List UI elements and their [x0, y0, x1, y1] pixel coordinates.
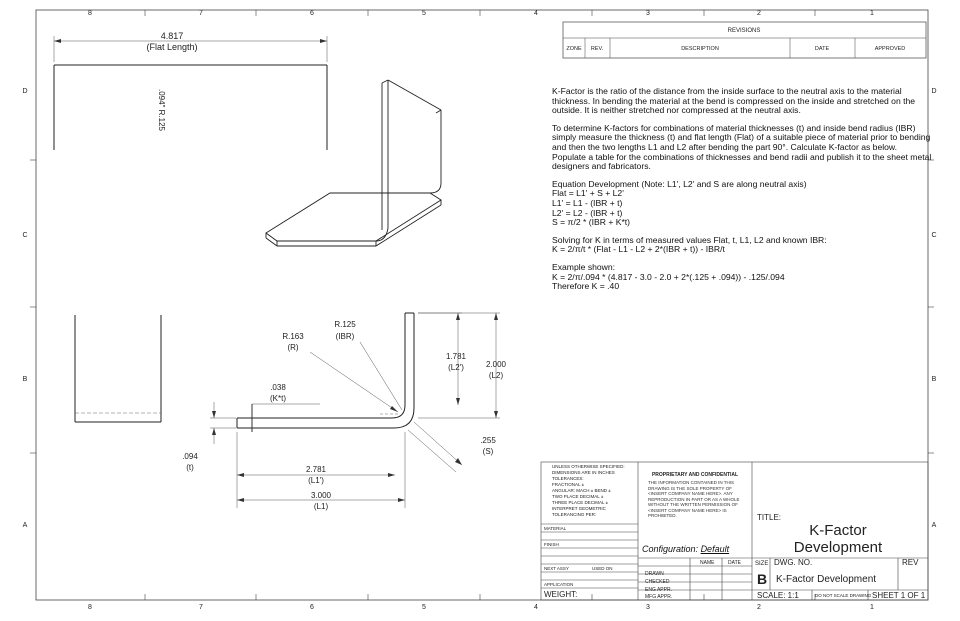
col-label-3: 3 — [646, 10, 650, 17]
drawing-title-line1: K-Factor — [809, 522, 867, 539]
t-dim: .094 — [182, 452, 198, 461]
row-label-c-right: C — [931, 232, 937, 239]
next-assy-label: NEXT ASSY — [544, 566, 569, 571]
tol-line-7: THREE PLACE DECIMAL ± — [552, 500, 609, 505]
col-label-1: 1 — [870, 10, 874, 17]
l1-inner-label: (L1') — [308, 476, 324, 485]
s-dim: .255 — [480, 436, 496, 445]
configuration-field — [642, 544, 729, 554]
do-not-scale-label: DO NOT SCALE DRAWING — [815, 593, 872, 598]
used-on-label: USED ON — [592, 566, 613, 571]
rev-header-description: DESCRIPTION — [681, 46, 719, 52]
proprietary-text: THE INFORMATION CONTAINED IN THIS DRAWING IS THE SOLE PROPERTY OF <INSERT COMPANY NAME HERE>. ANY REPRODUCTION IN PART OR AS A WHOLE WITHOUT THE WRITTEN PERMISSION OF <INSERT COMPANY NAME HERE> IS PROHIBITED. — [648, 480, 740, 518]
rev-label: REV — [902, 558, 919, 567]
row-label-a: A — [22, 522, 28, 529]
row-label-b-right: B — [931, 376, 937, 383]
note-solving-for-k: Solving for K in terms of measured values Flat, t, L1, L2 and known IBR: K = 2/π/t * (Flat - L1 - L2 + 2*(IBR + t)) - IBR/t — [552, 234, 827, 255]
tol-line-9: TOLERANCING PER: — [552, 512, 597, 517]
note-example: Example shown: K = 2/π/.094 * (4.817 - 3.0 - 2.0 + 2*(.125 + .094)) - .125/.094 Therefore K = .40 — [552, 261, 785, 292]
row-label-a-right: A — [931, 522, 937, 529]
tb-title-label: TITLE: — [757, 513, 782, 522]
col-label-2-bottom: 2 — [757, 604, 761, 611]
col-label-6: 6 — [310, 10, 314, 17]
application-label: APPLICATION — [544, 582, 574, 587]
configuration-value: Default — [700, 544, 730, 554]
tb-row-mfg-appr: MFG APPR. — [645, 594, 673, 600]
configuration-label: Configuration: — [642, 544, 699, 554]
rev-header-approved: APPROVED — [874, 46, 906, 52]
rev-header-rev: REV. — [590, 46, 604, 52]
tb-name-header: NAME — [700, 560, 715, 566]
row-label-c: C — [22, 232, 28, 239]
flat-length-dim: 4.817 — [160, 31, 184, 41]
flat-pattern-view — [54, 31, 327, 150]
note-equation-development: Equation Development (Note: L1', L2' and S are along neutral axis) Flat = L1' + S + L2' L1' = L1 - (IBR + t) L2' = L2 - (IBR + t) S = π/2 * (IBR + K*t) — [552, 178, 807, 228]
tol-line-1: UNLESS OTHERWISE SPECIFIED: — [552, 464, 625, 469]
sheet-label: SHEET 1 OF 1 — [872, 591, 926, 600]
row-label-d-right: D — [931, 88, 937, 95]
r-inner-dim: R.125 — [334, 320, 356, 329]
tb-row-eng-appr: ENG APPR. — [645, 587, 672, 593]
s-label: (S) — [482, 447, 494, 456]
col-label-2: 2 — [757, 10, 761, 17]
rev-header-zone: ZONE — [566, 46, 582, 52]
col-label-5: 5 — [422, 10, 426, 17]
scale-label: SCALE: 1:1 — [757, 591, 799, 600]
col-label-8: 8 — [88, 10, 92, 17]
col-label-4: 4 — [534, 10, 538, 17]
l2-inner-label: (L2') — [448, 363, 464, 372]
col-label-1-bottom: 1 — [870, 604, 874, 611]
revisions-table — [563, 22, 926, 58]
size-label: SIZE — [755, 561, 769, 567]
note-definition: K-Factor is the ratio of the distance from the inside surface to the neutral axis to the material thickness. In bending the material at the bend is compressed on the inside and stretched on the outside. It is neither stretched nor compressed at the neutral axis. — [552, 86, 916, 116]
weight-label: WEIGHT: — [544, 590, 578, 599]
col-label-6-bottom: 6 — [310, 604, 314, 611]
t-label: (t) — [186, 463, 194, 472]
rev-header-date: DATE — [814, 46, 830, 52]
col-label-8-bottom: 8 — [88, 604, 92, 611]
col-label-4-bottom: 4 — [534, 604, 538, 611]
tb-row-drawn: DRAWN — [645, 571, 664, 577]
tol-line-6: TWO PLACE DECIMAL ± — [552, 494, 604, 499]
isometric-view — [266, 80, 441, 246]
k-factor-notes — [552, 87, 932, 300]
finish-label: FINISH — [544, 542, 559, 547]
l1-label: (L1) — [313, 502, 329, 511]
tol-line-3: TOLERANCES: — [552, 476, 584, 481]
dwg-no-value: K-Factor Development — [776, 574, 877, 585]
l2-dim: 2.000 — [485, 360, 507, 369]
r-inner-label: (IBR) — [335, 332, 355, 341]
tb-date-header: DATE — [728, 560, 741, 566]
r-outer-label: (R) — [287, 343, 299, 352]
tol-line-8: INTERPRET GEOMETRIC — [552, 506, 606, 511]
col-label-5-bottom: 5 — [422, 604, 426, 611]
thickness-radius-note: .094" R.125 — [157, 89, 166, 131]
r-outer-dim: R.163 — [282, 332, 304, 341]
l1-dim: 3.000 — [310, 491, 332, 500]
col-label-7-bottom: 7 — [199, 604, 203, 611]
proprietary-title: PROPRIETARY AND CONFIDENTIAL — [651, 472, 739, 478]
row-label-b: B — [22, 376, 28, 383]
dwg-no-label: DWG. NO. — [774, 558, 813, 567]
l2-inner-dim: 1.781 — [445, 352, 467, 361]
drawing-title-line2: Development — [793, 539, 883, 556]
tb-row-checked: CHECKED — [645, 579, 670, 585]
size-value: B — [756, 571, 768, 587]
tol-line-5: ANGULAR: MACH ± BEND ± — [552, 488, 611, 493]
tol-line-2: DIMENSIONS ARE IN INCHES — [552, 470, 615, 475]
row-label-d: D — [22, 88, 28, 95]
note-procedure: To determine K-factors for combinations of material thicknesses (t) and inside bend radius (IBR) simply measure the thickness (t) and flat length (Flat) of a suitable piece of material prior to bending and then the two lengths L1 and L2 after bending the part 90°. Calculate K-factor as below. Populate a table for the combinations of thicknesses and bend radii and publish it to the sheet metal designers and fabricators. — [552, 122, 932, 172]
l1-inner-dim: 2.781 — [305, 465, 327, 474]
kt-dim: .038 — [270, 383, 286, 392]
l2-label: (L2) — [488, 371, 504, 380]
col-label-3-bottom: 3 — [646, 604, 650, 611]
revisions-title: REVISIONS — [727, 28, 761, 34]
tol-line-4: FRACTIONAL ± — [552, 482, 585, 487]
kt-label: (K*t) — [270, 394, 286, 403]
flat-length-label: (Flat Length) — [146, 42, 198, 52]
material-label: MATERIAL — [544, 526, 567, 531]
col-label-7: 7 — [199, 10, 203, 17]
